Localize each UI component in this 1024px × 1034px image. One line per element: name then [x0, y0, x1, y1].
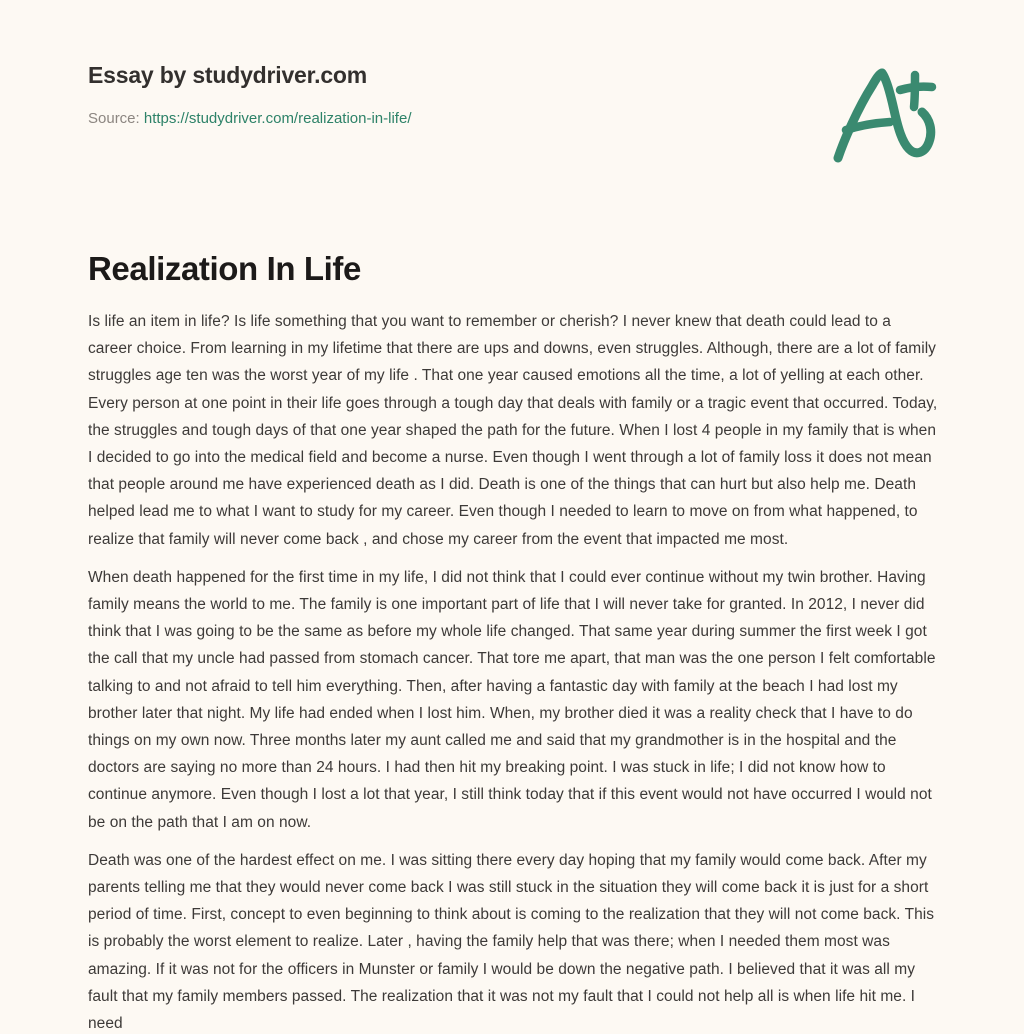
paragraph: Death was one of the hardest effect on me. I was sitting there every day hoping that my family would come back. After my parents telling me that they would never come back I was still stuck in the situation they will come back it is just for a short period of time. First, concept to even beginning to think about is coming to the realization that they will not come back. This is probably the worst element to realize. Later , having the family help that was there; when I needed them most was amazing. If it was not for the officers in Munster or family I would be down the negative path. I believed that it was all my fault that my family members passed. The realization that it was not my fault that I could not help all is when life hit me. I need: [88, 851, 935, 1033]
paragraph: When death happened for the first time in my life, I did not think that I could ever continue without my twin brother. Having family means the world to me. The family is one important part of life that I will never take for granted. In 2012, I never did think that I was going to be the same as before my whole life changed. That same year during summer the first week I got the call that my uncle had passed from stomach cancer. That tore me apart, that man was the one person I felt comfortable talking to and not afraid to tell him everything. Then, after having a fantastic day with family at the beach I had lost my brother later that night. My life had ended when I lost him. When, my brother died it was a reality check that I have to do things on my own now. Three months later my aunt called me and said that my grandmother is in the hospital and the doctors are saying no more than 24 hours. I had then hit my breaking point. I was stuck in life; I did not know how to continue anymore. Even though I lost a lot that year, I still think today that if this event would not have occurred I would not be on the path that I am on now.: [88, 568, 936, 831]
source-url-link[interactable]: https://studydriver.com/realization-in-life/: [143, 109, 412, 127]
essay-byline: Essay by studydriver.com: [88, 62, 368, 88]
page-header: [0, 0, 1024, 127]
studydriver-a-plus-logo: [824, 62, 946, 166]
article-body: [88, 308, 939, 1034]
paragraph: Is life an item in life? Is life something that you want to remember or cherish? I never knew that death could lead to a career choice. From learning in my lifetime that there are ups and downs, even struggles. Although, there are a lot of family struggles age ten was the worst year of my life . That one year caused emotions all the time, a lot of yelling at each other. Every person at one point in their life goes through a tough day that deals with family or a tragic event that occurred. Today, the struggles and tough days of that one year shaped the path for the future. When I lost 4 people in my family that is when I decided to go into the medical field and become a nurse. Even though I went through a lot of family loss it does not mean that people around me have experienced death as I did. Death is one of the things that can hurt but also help me. Death helped lead me to what I want to study for my career. Even though I needed to learn to move on from what happened, to realize that family will never come back , and chose my career from the event that impacted me most.: [88, 313, 938, 548]
a-plus-icon: [824, 62, 946, 166]
page-title: Realization In Life: [88, 250, 361, 287]
source-label: Source:: [88, 109, 140, 127]
source-line: [88, 109, 936, 129]
